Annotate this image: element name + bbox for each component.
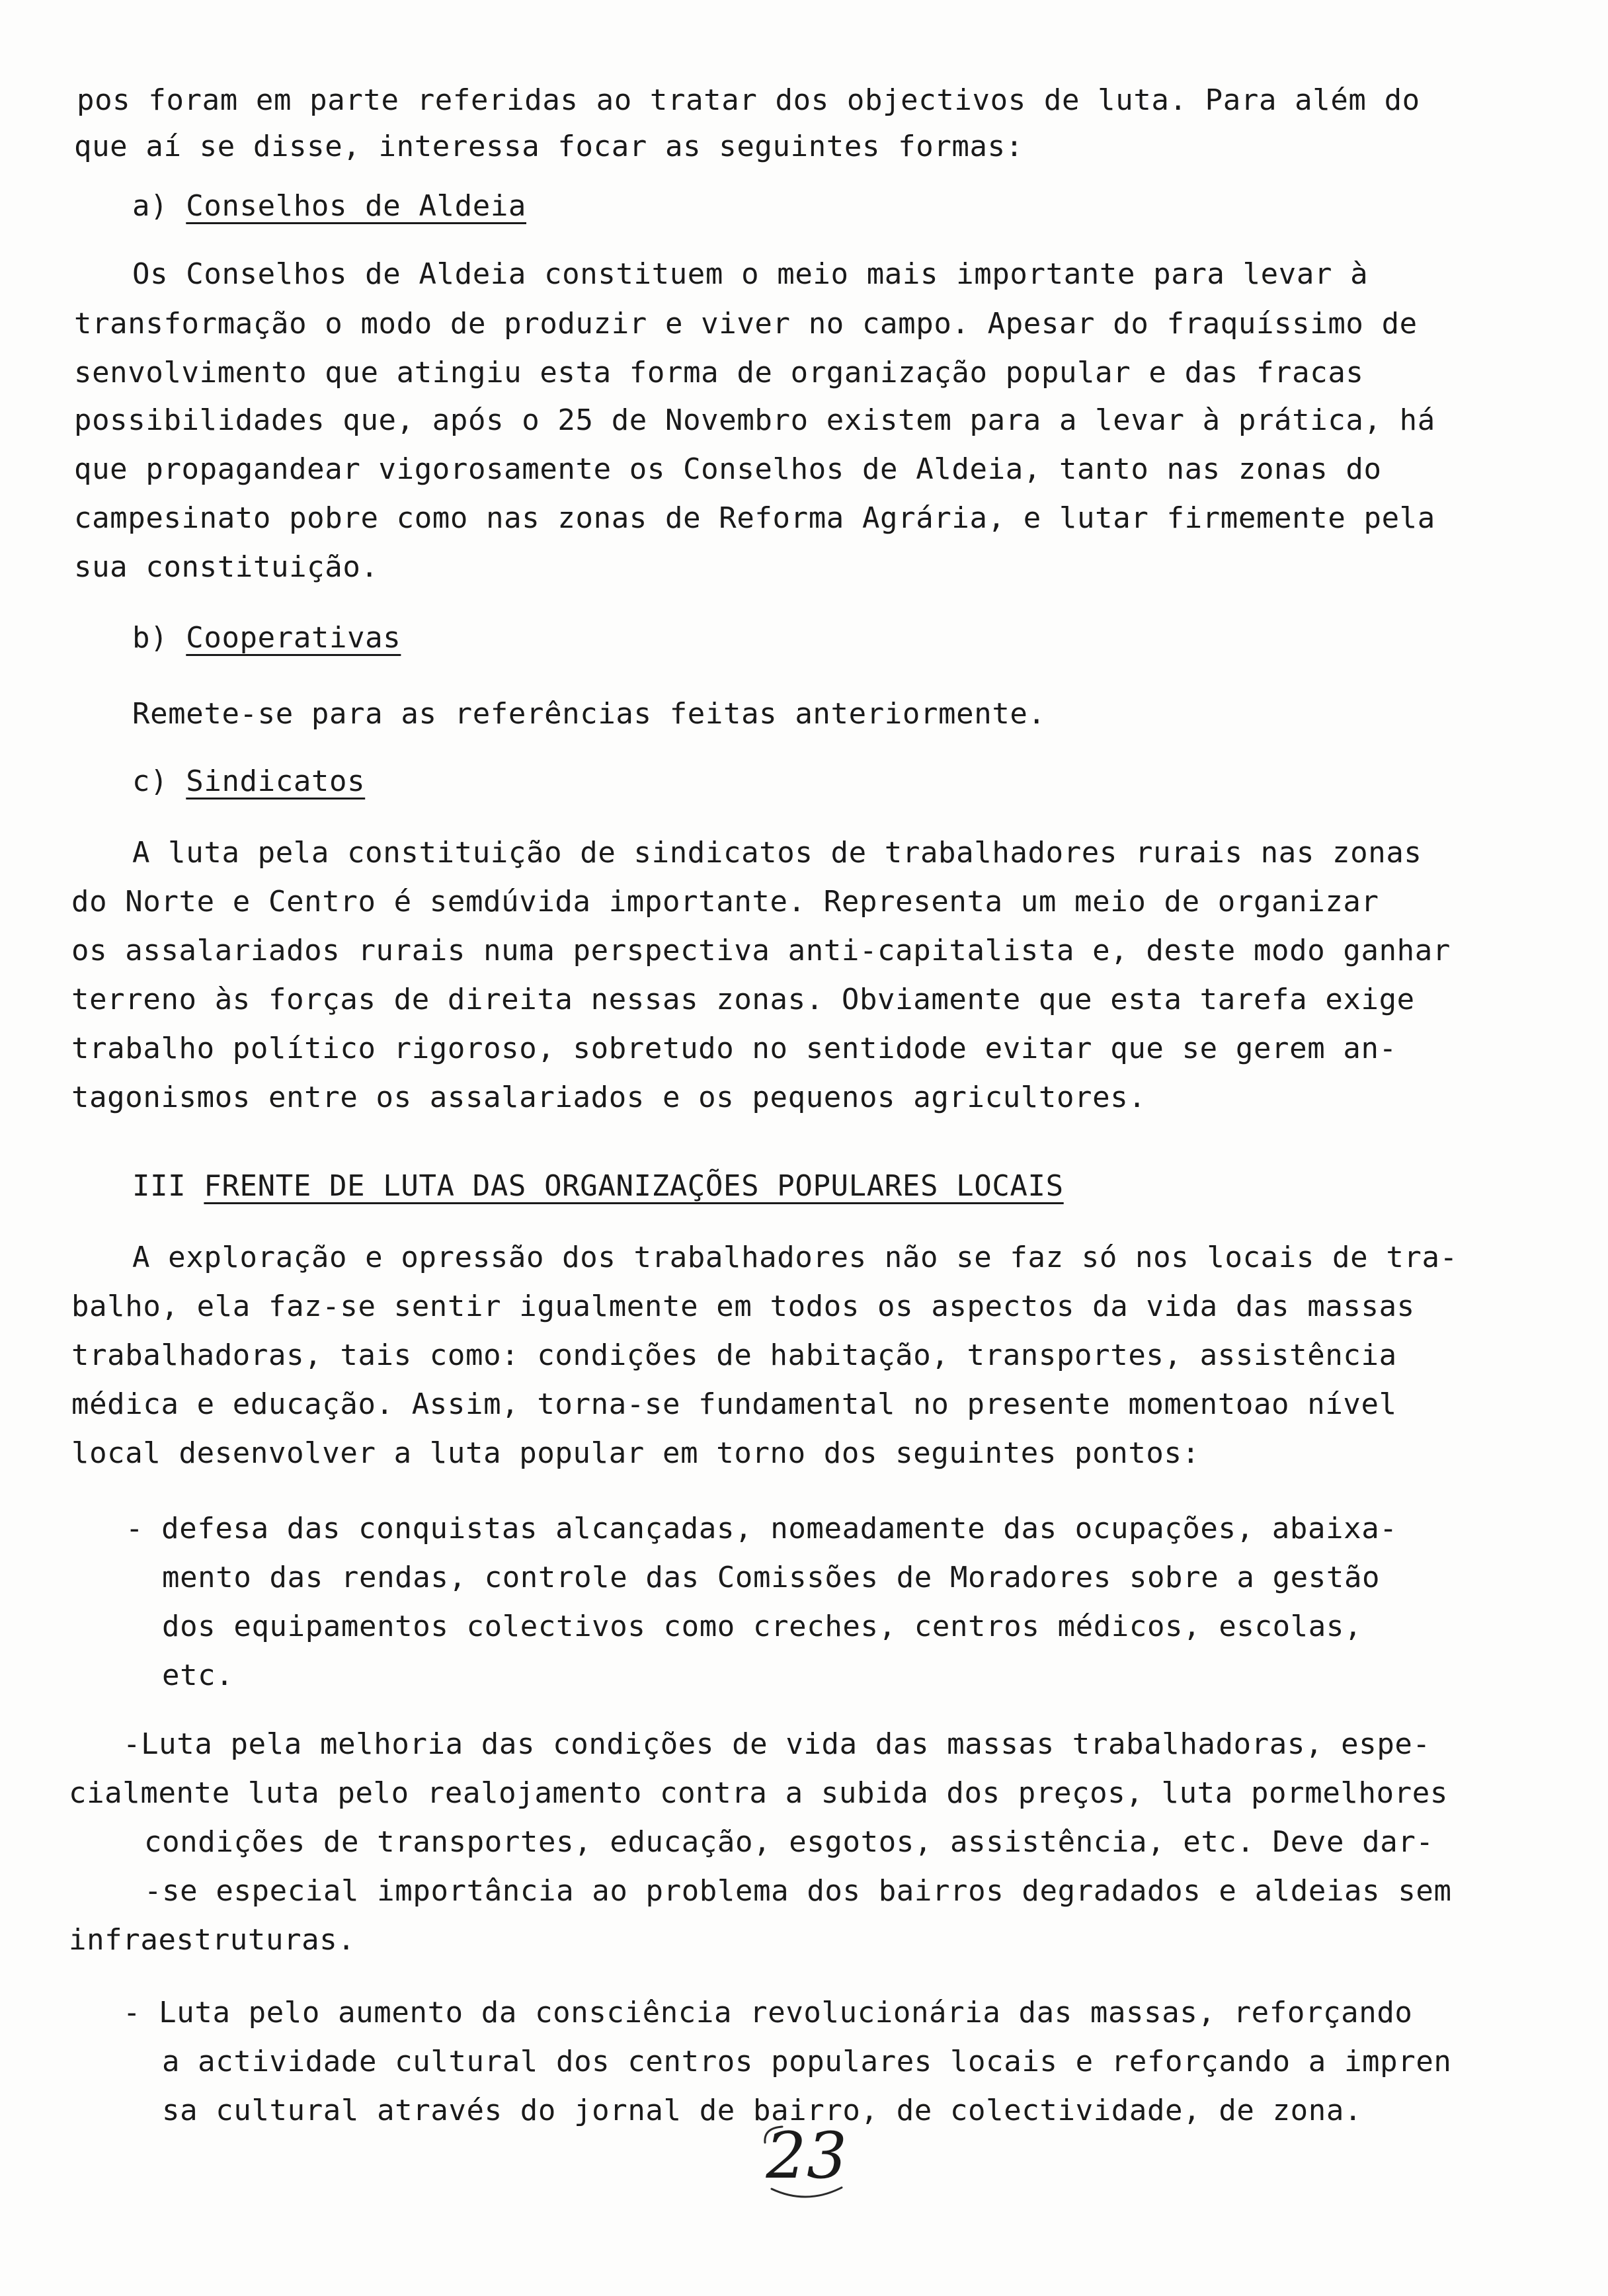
section-heading-c — [132, 764, 366, 798]
list-item: - Luta pelo aumento da consciência revolucionária das massas, reforçando — [123, 1996, 1413, 2030]
list-item-continuation: dos equipamentos colectivos como creches, centros médicos, escolas, — [162, 1610, 1363, 1643]
heading-prefix: b) — [132, 621, 186, 655]
heading-prefix: c) — [132, 764, 186, 798]
list-item-continuation: mento das rendas, controle das Comissões de Moradores sobre a gestão — [162, 1561, 1381, 1594]
body-line: A luta pela constituição de sindicatos de trabalhadores rurais nas zonas — [132, 836, 1422, 870]
page-number — [757, 2119, 856, 2202]
section-heading-b — [132, 621, 401, 655]
page-number-text: 23 — [766, 2119, 848, 2193]
body-line: A exploração e opressão dos trabalhadores não se faz só nos locais de tra- — [132, 1241, 1458, 1274]
body-line: local desenvolver a luta popular em torno dos seguintes pontos: — [71, 1436, 1200, 1470]
list-item-continuation: a actividade cultural dos centros populares locais e reforçando a impren — [162, 2045, 1452, 2078]
body-line: senvolvimento que atingiu esta forma de organização popular e das fracas — [74, 356, 1364, 390]
heading-prefix: III — [132, 1169, 204, 1203]
body-line: que propagandear vigorosamente os Conselhos de Aldeia, tanto nas zonas do — [74, 452, 1382, 486]
section-heading-a — [132, 189, 526, 223]
body-line: possibilidades que, após o 25 de Novembro existem para a levar à prática, há — [74, 403, 1435, 437]
body-line: do Norte e Centro é semdúvida importante. Representa um meio de organizar — [71, 885, 1379, 919]
list-item-continuation: etc. — [162, 1659, 234, 1692]
body-line: trabalho político rigoroso, sobretudo no sentidode evitar que se gerem an- — [71, 1032, 1397, 1065]
heading-prefix: a) — [132, 189, 186, 223]
heading-title: Conselhos de Aldeia — [186, 189, 526, 223]
body-line: médica e educação. Assim, torna-se fundamental no presente momentoao nível — [71, 1387, 1397, 1421]
list-item: - defesa das conquistas alcançadas, nomeadamente das ocupações, abaixa- — [126, 1512, 1398, 1545]
body-line: campesinato pobre como nas zonas de Reforma Agrária, e lutar firmemente pela — [74, 501, 1435, 535]
body-line: balho, ela faz-se sentir igualmente em todos os aspectos da vida das massas — [71, 1290, 1415, 1323]
intro-line: que aí se disse, interessa focar as seguintes formas: — [74, 130, 1024, 163]
body-line: transformação o modo de produzir e viver no campo. Apesar do fraquíssimo de — [74, 307, 1418, 341]
list-item-continuation: sa cultural através do jornal de bairro, de colectividade, de zona. — [162, 2094, 1363, 2127]
list-item-continuation: infraestruturas. — [69, 1923, 356, 1957]
body-line: tagonismos entre os assalariados e os pequenos agricultores. — [71, 1081, 1146, 1114]
list-item-continuation: -se especial importância ao problema dos bairros degradados e aldeias sem — [144, 1874, 1452, 1908]
body-line: os assalariados rurais numa perspectiva anti-capitalista e, deste modo ganhar — [71, 934, 1451, 967]
body-line: terreno às forças de direita nessas zonas. Obviamente que esta tarefa exige — [71, 983, 1415, 1016]
body-line: sua constituição. — [74, 550, 379, 584]
heading-title: FRENTE DE LUTA DAS ORGANIZAÇÕES POPULARES LOCAIS — [204, 1169, 1064, 1203]
body-line: trabalhadoras, tais como: condições de habitação, transportes, assistência — [71, 1338, 1397, 1372]
list-item-continuation: condições de transportes, educação, esgotos, assistência, etc. Deve dar- — [144, 1825, 1434, 1859]
section-heading-iii — [132, 1169, 1064, 1203]
body-line: Remete-se para as referências feitas anteriormente. — [132, 697, 1046, 731]
body-line: Os Conselhos de Aldeia constituem o meio mais importante para levar à — [132, 257, 1369, 291]
list-item-continuation: cialmente luta pelo realojamento contra a subida dos preços, luta pormelhores — [69, 1776, 1448, 1810]
heading-title: Cooperativas — [186, 621, 401, 655]
heading-title: Sindicatos — [186, 764, 366, 798]
intro-line: pos foram em parte referidas ao tratar dos objectivos de luta. Para além do — [77, 83, 1420, 117]
list-item: -Luta pela melhoria das condições de vida das massas trabalhadoras, espe- — [123, 1727, 1431, 1761]
